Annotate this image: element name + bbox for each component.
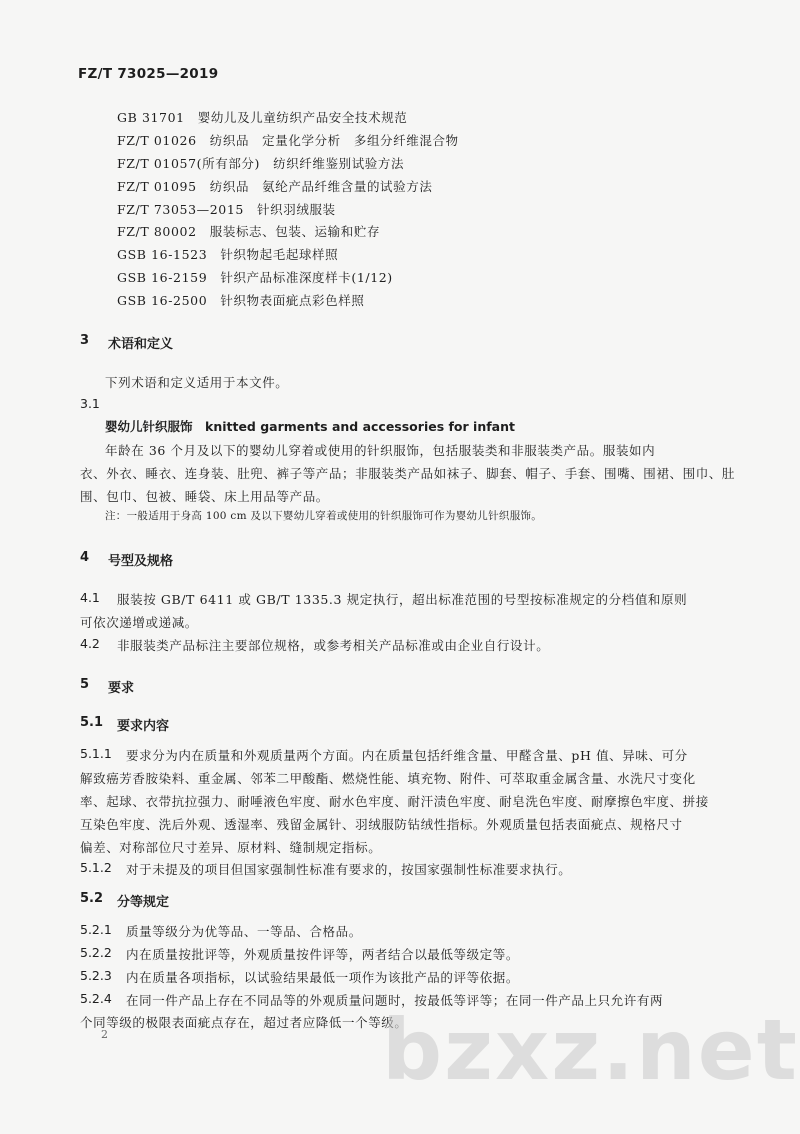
reference-item: GB 31701 婴幼儿及儿童纺织产品安全技术规范 <box>117 110 408 125</box>
clause-4-2-number: 4.2 <box>80 636 100 651</box>
term-note: 注：一般适用于身高 100 cm 及以下婴幼儿穿着或使用的针织服饰可作为婴幼儿针织服饰。 <box>105 510 543 522</box>
clause-4-2-text: 非服装类产品标注主要部位规格，或参考相关产品标准或由企业自行设计。 <box>117 638 550 653</box>
reference-item: FZ/T 01057(所有部分) 纺织纤维鉴别试验方法 <box>117 156 405 171</box>
clause-5-2-2-text: 内在质量按批评等，外观质量按件评等，两者结合以最低等级定等。 <box>126 947 520 962</box>
clause-5-2-4-number: 5.2.4 <box>80 991 112 1006</box>
clause-5-1-1-line: 偏差、对称部位尺寸差异、原材料、缝制规定指标。 <box>80 840 382 855</box>
term-definition-line: 年龄在 36 个月及以下的婴幼儿穿着或使用的针织服饰，包括服装类和非服装类产品。服装如内 <box>105 443 656 458</box>
subsection-5-2-title: 分等规定 <box>117 895 170 910</box>
page-number: 2 <box>101 1028 108 1041</box>
section-4-number: 4 <box>80 550 90 565</box>
clause-5-2-4-line: 个同等级的极限表面疵点存在，超过者应降低一个等级。 <box>80 1015 408 1030</box>
section-5-title: 要求 <box>108 681 135 696</box>
clause-5-2-4-line: 在同一件产品上存在不同品等的外观质量问题时，按最低等评等；在同一件产品上只允许有两 <box>126 993 664 1008</box>
clause-5-2-3-text: 内在质量各项指标，以试验结果最低一项作为该批产品的评等依据。 <box>126 970 520 985</box>
section-4-title: 号型及规格 <box>108 554 174 569</box>
subsection-5-1-number: 5.1 <box>80 715 104 730</box>
clause-4-1-line: 服装按 GB/T 6411 或 GB/T 1335.3 规定执行，超出标准范围的号型按标准规定的分档值和原则 <box>117 592 688 607</box>
reference-item: FZ/T 73053—2015 针织羽绒服装 <box>117 202 336 217</box>
term-definition-line: 围、包巾、包被、睡袋、床上用品等产品。 <box>80 489 329 504</box>
reference-item: FZ/T 80002 服装标志、包装、运输和贮存 <box>117 224 381 239</box>
section-5-number: 5 <box>80 677 90 692</box>
subsection-5-2-number: 5.2 <box>80 891 104 906</box>
section-3-intro: 下列术语和定义适用于本文件。 <box>105 375 289 390</box>
subsection-5-1-title: 要求内容 <box>117 719 170 734</box>
reference-item: GSB 16-1523 针织物起毛起球样照 <box>117 247 339 262</box>
clause-5-1-1-line: 解致癌芳香胺染料、重金属、邻苯二甲酸酯、燃烧性能、填充物、附件、可萃取重金属含量、水洗尺寸变化 <box>80 771 696 786</box>
reference-item: GSB 16-2500 针织物表面疵点彩色样照 <box>117 293 365 308</box>
reference-item: GSB 16-2159 针织产品标准深度样卡(1/12) <box>117 270 393 285</box>
clause-5-2-3-number: 5.2.3 <box>80 968 112 983</box>
section-3-number: 3 <box>80 333 90 348</box>
clause-5-1-2-number: 5.1.2 <box>80 860 112 875</box>
clause-4-1-line: 可依次递增或递减。 <box>80 615 198 630</box>
clause-5-2-1-text: 质量等级分为优等品、一等品、合格品。 <box>126 924 362 939</box>
clause-5-1-1-line: 率、起球、衣带抗拉强力、耐唾液色牢度、耐水色牢度、耐汗渍色牢度、耐皂洗色牢度、耐摩擦色牢度、拼接 <box>80 794 709 809</box>
clause-5-1-1-line: 互染色牢度、洗后外观、透湿率、残留金属针、羽绒服防钻绒性指标。外观质量包括表面疵点、规格尺寸 <box>80 817 683 832</box>
reference-item: FZ/T 01026 纺织品 定量化学分析 多组分纤维混合物 <box>117 133 459 148</box>
term-3-1-title: 婴幼儿针织服饰 knitted garments and accessories for infant <box>105 419 515 434</box>
clause-5-1-1-number: 5.1.1 <box>80 746 112 761</box>
watermark: bzxz.net <box>382 1001 799 1099</box>
clause-5-1-2-text: 对于未提及的项目但国家强制性标准有要求的，按国家强制性标准要求执行。 <box>126 862 572 877</box>
clause-5-2-1-number: 5.2.1 <box>80 922 112 937</box>
term-definition-line: 衣、外衣、睡衣、连身装、肚兜、裤子等产品；非服装类产品如袜子、脚套、帽子、手套、围嘴、围裙、围巾、肚 <box>80 466 736 481</box>
standard-code-header: FZ/T 73025—2019 <box>78 66 219 82</box>
section-3-title: 术语和定义 <box>108 337 174 352</box>
term-3-1-number: 3.1 <box>80 396 100 411</box>
clause-4-1-number: 4.1 <box>80 590 100 605</box>
reference-item: FZ/T 01095 纺织品 氨纶产品纤维含量的试验方法 <box>117 179 433 194</box>
clause-5-1-1-line: 要求分为内在质量和外观质量两个方面。内在质量包括纤维含量、甲醛含量、pH 值、异味、可分 <box>126 748 688 763</box>
clause-5-2-2-number: 5.2.2 <box>80 945 112 960</box>
